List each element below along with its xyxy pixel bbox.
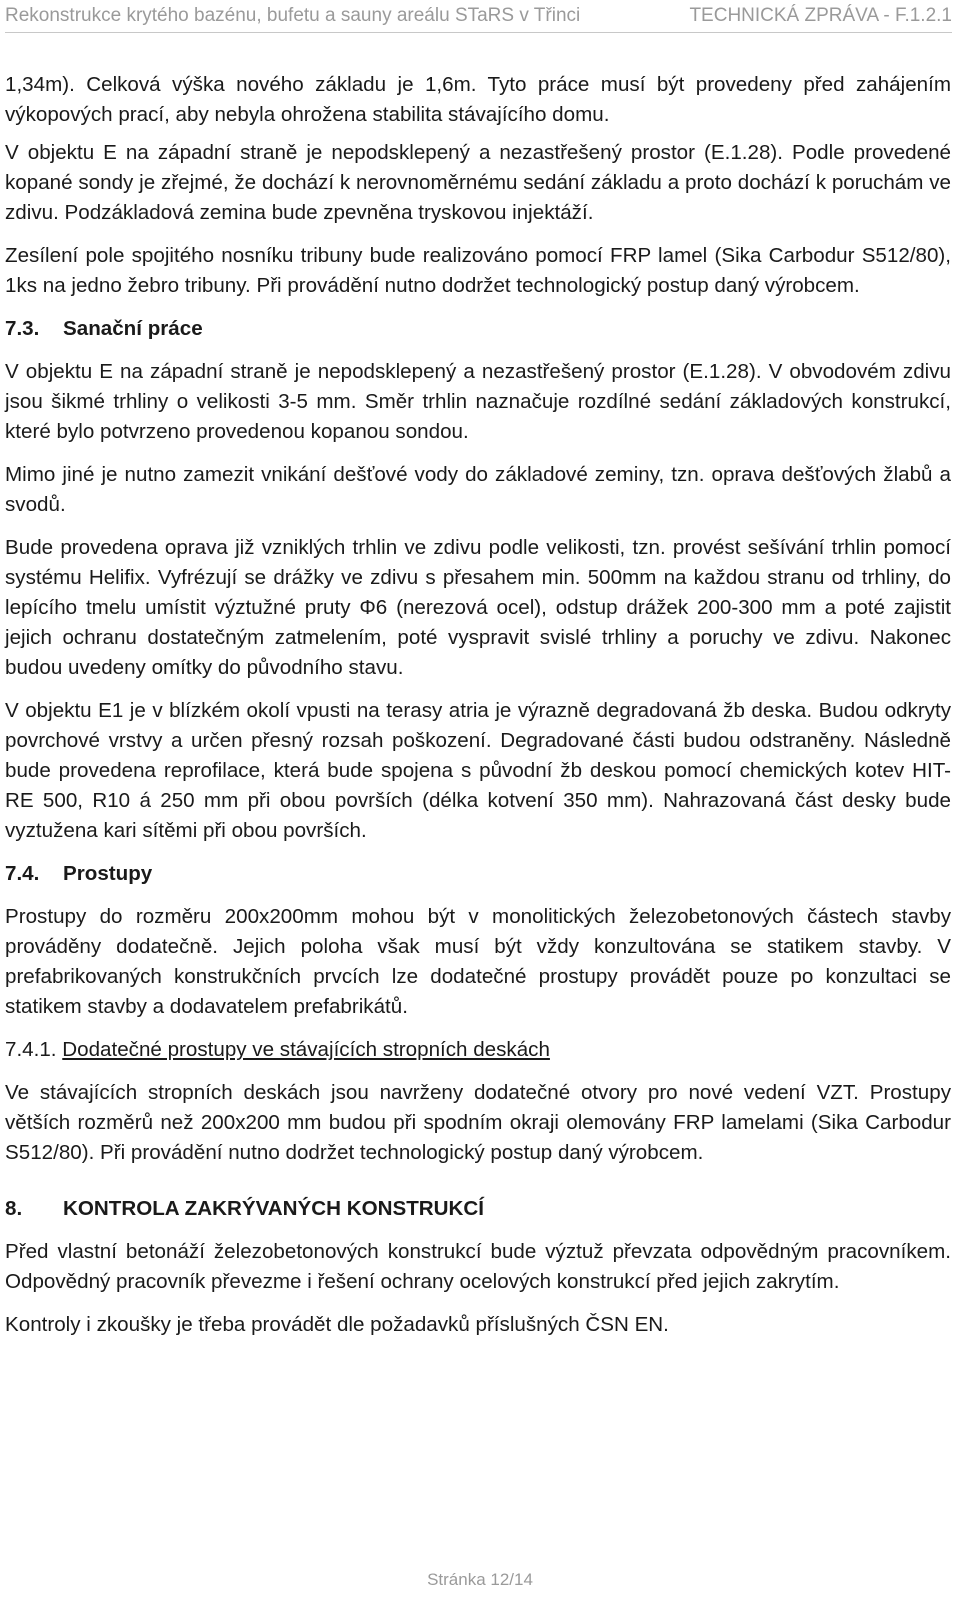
- paragraph: Kontroly i zkoušky je třeba provádět dle požadavků příslušných ČSN EN.: [5, 1313, 669, 1336]
- section-title: KONTROLA ZAKRÝVANÝCH KONSTRUKCÍ: [63, 1197, 485, 1220]
- subsection-number: 7.4.1.: [5, 1038, 57, 1061]
- section-number: 7.4.: [5, 862, 40, 885]
- paragraph: Zesílení pole spojitého nosníku tribuny bude realizováno pomocí FRP lamel (Sika Carbodur S512/80), 1ks na jedno žebro tribuny. Při provádění nutno dodržet technologický postup daný výrobcem.: [5, 244, 951, 297]
- page-number: Stránka 12/14: [427, 1570, 533, 1589]
- header-project-title: Rekonstrukce krytého bazénu, bufetu a sauny areálu STaRS v Třinci: [5, 5, 581, 26]
- paragraph: V objektu E1 je v blízkém okolí vpusti na terasy atria je výrazně degradovaná žb deska. Budou odkryty povrchové vrstvy a určen přesný rozsah poškození. Degradované části budou odstraněny. Následně bude provedena reprofilace, která bude spojena s původní žb deskou pomocí chemických kotev HIT-RE 500, R10 á 250 mm při obou površích (délka kotvení 350 mm). Nahrazovaná část desky bude vyztužena kari sítěmi při obou površích.: [5, 699, 951, 842]
- paragraph: Před vlastní betonáží železobetonových konstrukcí bude výztuž převzata odpovědným pracovníkem. Odpovědný pracovník převezme i řešení ochrany ocelových konstrukcí před jejich zakrytím.: [5, 1240, 951, 1293]
- section-number: 7.3.: [5, 317, 40, 340]
- section-heading-8: [5, 1194, 951, 1224]
- paragraph: Ve stávajících stropních deskách jsou navrženy dodatečné otvory pro nové vedení VZT. Prostupy větších rozměrů než 200x200 mm budou při spodním okraji olemovány FRP lamelami (Sika Carbodur S512/80). Při provádění nutno dodržet technologický postup daný výrobcem.: [5, 1081, 951, 1164]
- running-header: [5, 2, 952, 33]
- paragraph: Bude provedena oprava již vzniklých trhlin ve zdivu podle velikosti, tzn. provést sešívání trhlin pomocí systému Helifix. Vyfrézují se drážky ve zdivu s přesahem min. 500mm na každou stranu od trhliny, do lepícího tmelu umístit výztužné pruty Φ6 (nerezová ocel), odstup drážek 200-300 mm a poté zajistit jejich ochranu dostatečným zatmelením, poté vyspravit svislé trhliny a poruchy ve zdivu. Nakonec budou uvedeny omítky do původního stavu.: [5, 536, 951, 679]
- section-title: Prostupy: [63, 862, 153, 885]
- subsection-heading-7-4-1: [5, 1035, 951, 1065]
- paragraph: Prostupy do rozměru 200x200mm mohou být v monolitických železobetonových částech stavby prováděny dodatečně. Jejich poloha však musí být vždy konzultována se statikem stavby. V prefabrikovaných konstrukčních prvcích lze dodatečné prostupy provádět pouze po konzultaci se statikem stavby a dodavatelem prefabrikátů.: [5, 905, 951, 1018]
- subsection-title: Dodatečné prostupy ve stávajících stropních deskách: [62, 1038, 550, 1061]
- header-document-type: TECHNICKÁ ZPRÁVA - F.1.2.1: [689, 5, 952, 26]
- paragraph: Mimo jiné je nutno zamezit vnikání dešťové vody do základové zeminy, tzn. oprava dešťových žlabů a svodů.: [5, 463, 951, 516]
- paragraph: V objektu E na západní straně je nepodsklepený a nezastřešený prostor (E.1.28). V obvodovém zdivu jsou šikmé trhliny o velikosti 3-5 mm. Směr trhlin naznačuje rozdílné sedání základových konstrukcí, které bylo potvrzeno provedenou kopanou sondou.: [5, 360, 951, 443]
- paragraph: V objektu E na západní straně je nepodsklepený a nezastřešený prostor (E.1.28). Podle provedené kopané sondy je zřejmé, že dochází k nerovnoměrnému sedání základu a proto dochází k poruchám ve zdivu. Podzákladová zemina bude zpevněna tryskovou injektáží.: [5, 141, 951, 224]
- body-text: [5, 70, 951, 1353]
- section-heading-7-4: [5, 859, 951, 889]
- section-heading-7-3: [5, 314, 951, 344]
- section-number: 8.: [5, 1197, 23, 1220]
- section-title: Sanační práce: [63, 317, 203, 340]
- paragraph: 1,34m). Celková výška nového základu je 1,6m. Tyto práce musí být provedeny před zahájením výkopových prací, aby nebyla ohrožena stabilita stávajícího domu.: [5, 73, 951, 126]
